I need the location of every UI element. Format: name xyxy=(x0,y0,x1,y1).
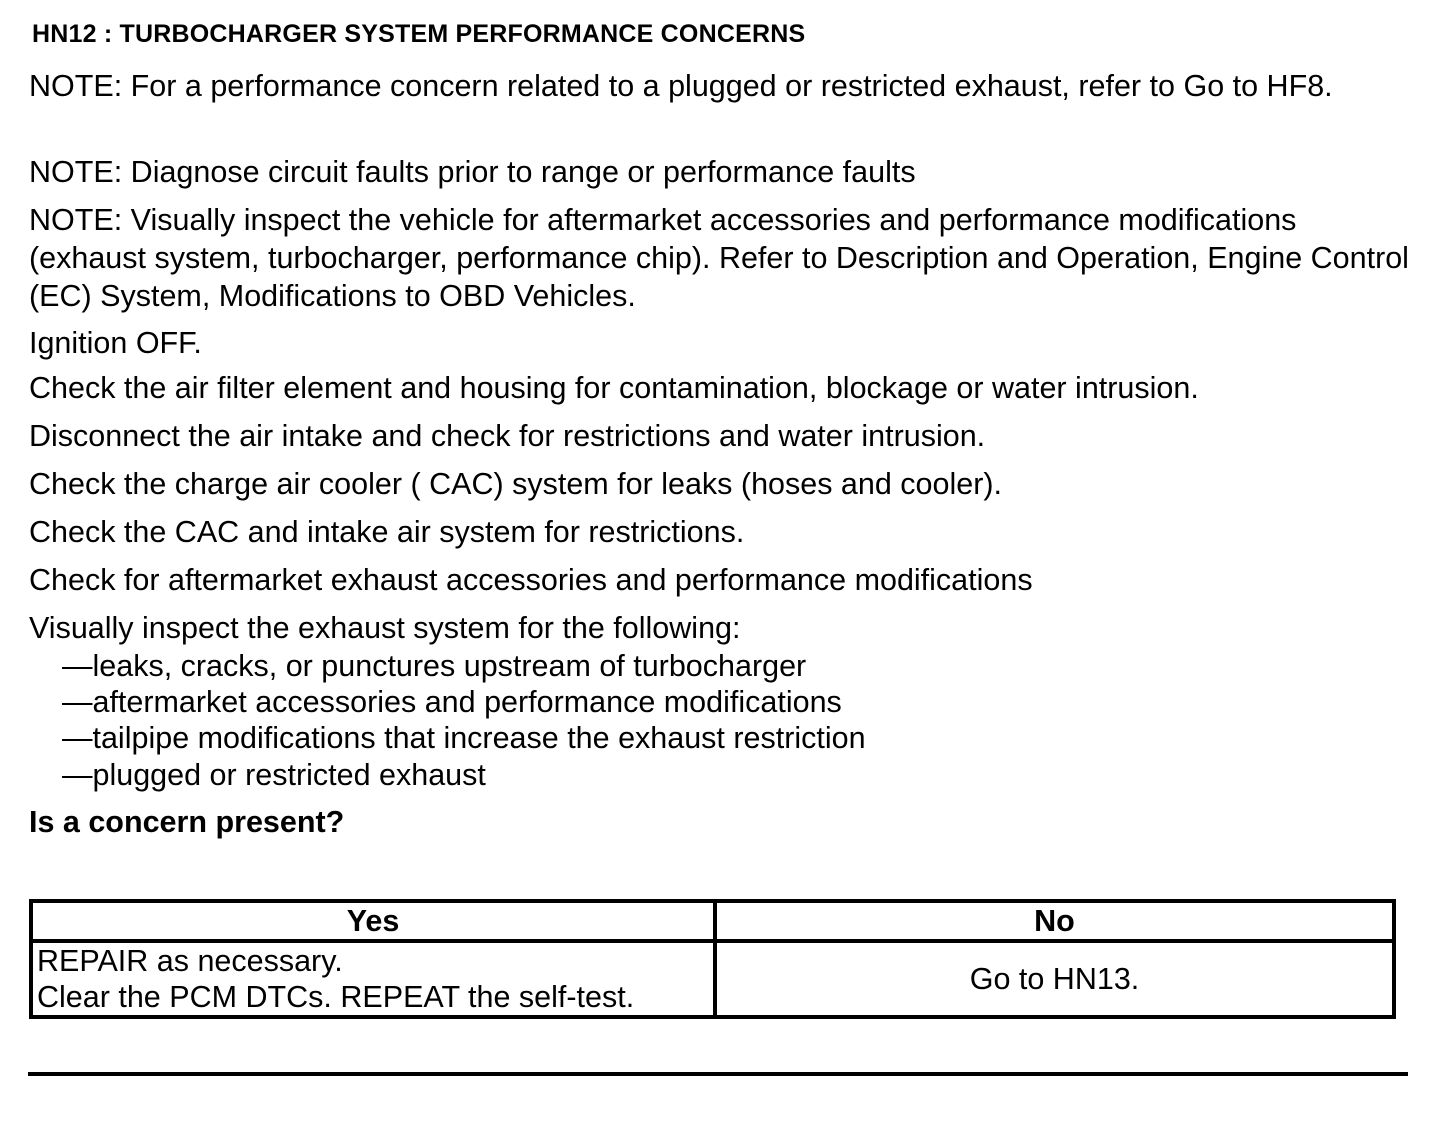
yes-line-clear-dtcs: Clear the PCM DTCs. REPEAT the self-test. xyxy=(37,980,635,1014)
yes-cell xyxy=(31,941,715,1017)
step-ignition-off: Ignition OFF. xyxy=(29,326,202,360)
note-exhaust: NOTE: For a performance concern related to a plugged or restricted exhaust, refer to Go to HF8. xyxy=(29,69,1333,103)
inspect-item: —tailpipe modifications that increase the exhaust restriction xyxy=(62,721,866,755)
no-header: No xyxy=(715,901,1394,941)
table-row xyxy=(31,941,1394,1017)
answer-table xyxy=(29,899,1396,1019)
inspect-item: —plugged or restricted exhaust xyxy=(62,758,486,792)
page-title: HN12 : TURBOCHARGER SYSTEM PERFORMANCE CONCERNS xyxy=(32,20,806,48)
yes-line-repair: REPAIR as necessary. xyxy=(37,944,343,978)
bottom-divider xyxy=(28,1072,1408,1076)
no-cell: Go to HN13. xyxy=(715,941,1394,1017)
table-header-row xyxy=(31,901,1394,941)
inspect-item: —leaks, cracks, or punctures upstream of turbocharger xyxy=(62,649,807,683)
step-visual-inspect: Visually inspect the exhaust system for the following: xyxy=(29,611,741,645)
step-air-filter: Check the air filter element and housing for contamination, blockage or water intrusion. xyxy=(29,371,1199,405)
step-aftermarket-check: Check for aftermarket exhaust accessories and performance modifications xyxy=(29,563,1033,597)
step-cac-leaks: Check the charge air cooler ( CAC) system for leaks (hoses and cooler). xyxy=(29,467,1002,501)
step-air-intake: Disconnect the air intake and check for restrictions and water intrusion. xyxy=(29,419,986,453)
yes-header: Yes xyxy=(31,901,715,941)
step-cac-restrictions: Check the CAC and intake air system for restrictions. xyxy=(29,515,745,549)
concern-question: Is a concern present? xyxy=(29,805,345,839)
note-circuit-faults: NOTE: Diagnose circuit faults prior to range or performance faults xyxy=(29,155,916,189)
inspect-item: —aftermarket accessories and performance modifications xyxy=(62,685,842,719)
note-aftermarket: NOTE: Visually inspect the vehicle for aftermarket accessories and performance modifications (exhaust system, turbocharger, performance chip). Refer to Description and Operation, Engine Control (EC) System, Modifications to OBD Vehicles. xyxy=(29,203,1409,313)
